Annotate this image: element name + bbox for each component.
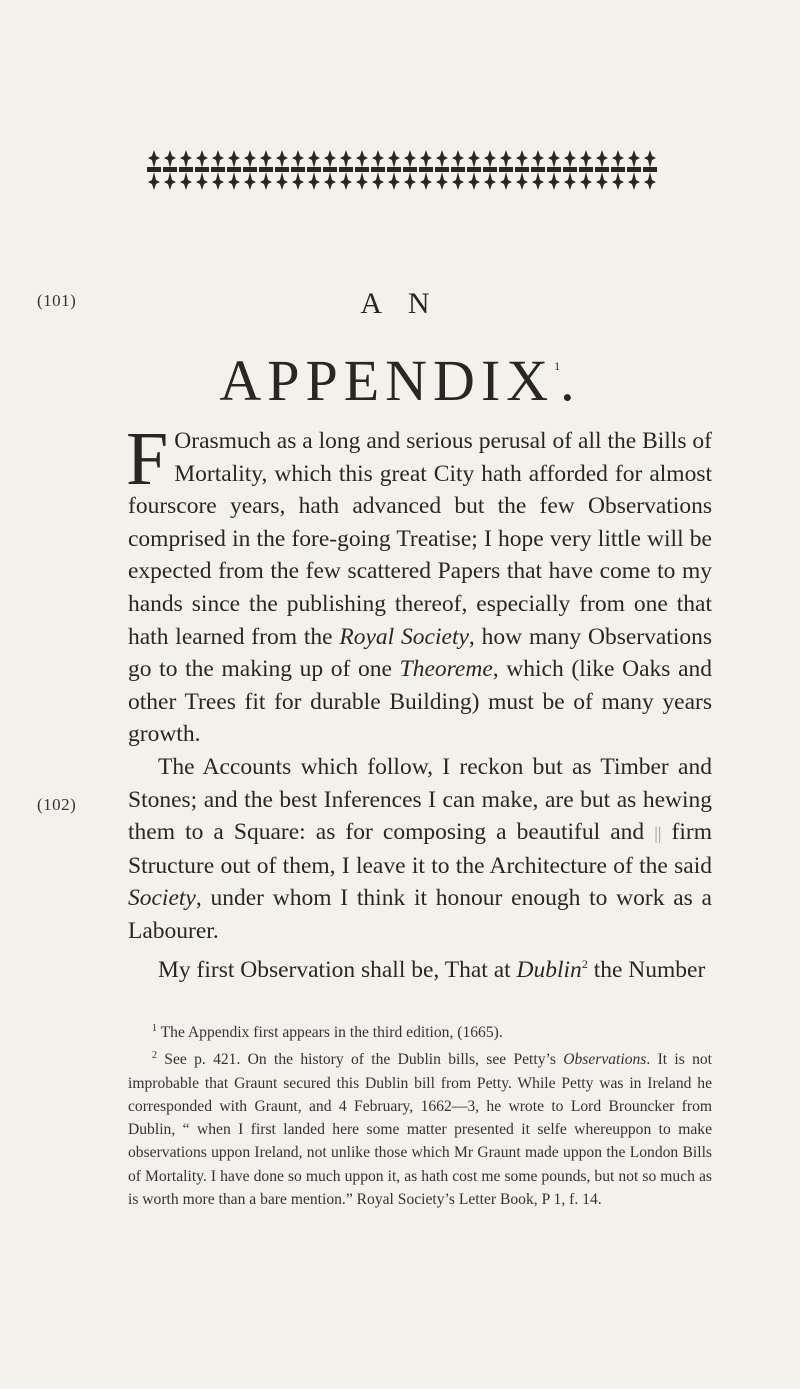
footnote-text: . It is not improbable that Graunt secured this Dublin bill from Petty. While Petty was in Ireland he corresponded with Graunt, and 4 February, 1662—3, he wrote to Lord Brouncker from Dublin, “ when I first landed here some matter presented it selfe whereuppon to make observations uppon Ireland, not unlike those which Mr Graunt made uppon the London Bills of Mortality. I have done so much uppon it, as hath cost me some pounds, but not so much as is worth more than a bare mention.” Royal Society’s Letter Book, P 1, f. 14.: [128, 1051, 712, 1208]
drop-cap: F: [126, 417, 169, 501]
page-title: [0, 348, 800, 413]
footnote-text: See p. 421. On the history of the Dublin bills, see Petty’s: [157, 1051, 564, 1069]
title-period: .: [560, 348, 581, 413]
paragraph: [128, 751, 712, 948]
page-break-mark: ||: [654, 823, 662, 844]
page-number-mark: (102): [37, 795, 77, 814]
text-run: , under whom I think it honour enough to work as a Labourer.: [128, 885, 712, 944]
footnote-number: 2: [152, 1050, 157, 1062]
italic-run: Society: [128, 885, 196, 912]
paragraph: [126, 417, 713, 751]
text-run: , how many Observations go to the making up of one: [128, 623, 713, 683]
footnote-ref: 2: [581, 956, 588, 971]
footnote: [128, 1017, 712, 1044]
text-run: Orasmuch as a long and serious perusal of all the Bills of Mortality, which this great City hath afforded for almost fourscore years, hath advanced but the few Observations comprised in the fore-going Treatise; I hope very little will be expected from the few scattered Papers that have come to my hands since the publishing thereof, especially from one that hath learned from the: [128, 428, 712, 650]
title-text: APPENDIX: [219, 348, 555, 413]
footnote-text: The Appendix first appears in the third edition, (1665).: [157, 1024, 503, 1042]
page-number-mark: (101): [37, 291, 77, 310]
text-run: firm Structure out of them, I leave it to the Architecture of the said: [128, 819, 712, 879]
ornament-band-icon: [146, 148, 658, 192]
footnotes: [128, 1017, 712, 1211]
heading-an: A N: [360, 287, 440, 320]
text-run: The Accounts which follow, I reckon but as Timber and Stones; and the best Inferences I can make, are but as hewing them to a Square: as for composing a beautiful and: [128, 753, 712, 846]
italic-run: Dublin: [516, 956, 582, 983]
footnote-number: 1: [152, 1023, 157, 1034]
body-text: [126, 417, 713, 986]
text-run: the Number: [587, 956, 706, 983]
italic-run: Observations: [563, 1051, 647, 1069]
italic-run: Royal Society: [339, 623, 469, 650]
italic-run: Theoreme: [399, 656, 493, 683]
paragraph: [128, 948, 712, 986]
footnote: [128, 1044, 712, 1211]
text-run: My first Observation shall be, That at: [158, 956, 517, 983]
text-run: , which (like Oaks and other Trees fit for durable Building) must be of many years growth.: [128, 656, 713, 748]
footnote-ref: 1: [554, 358, 561, 373]
